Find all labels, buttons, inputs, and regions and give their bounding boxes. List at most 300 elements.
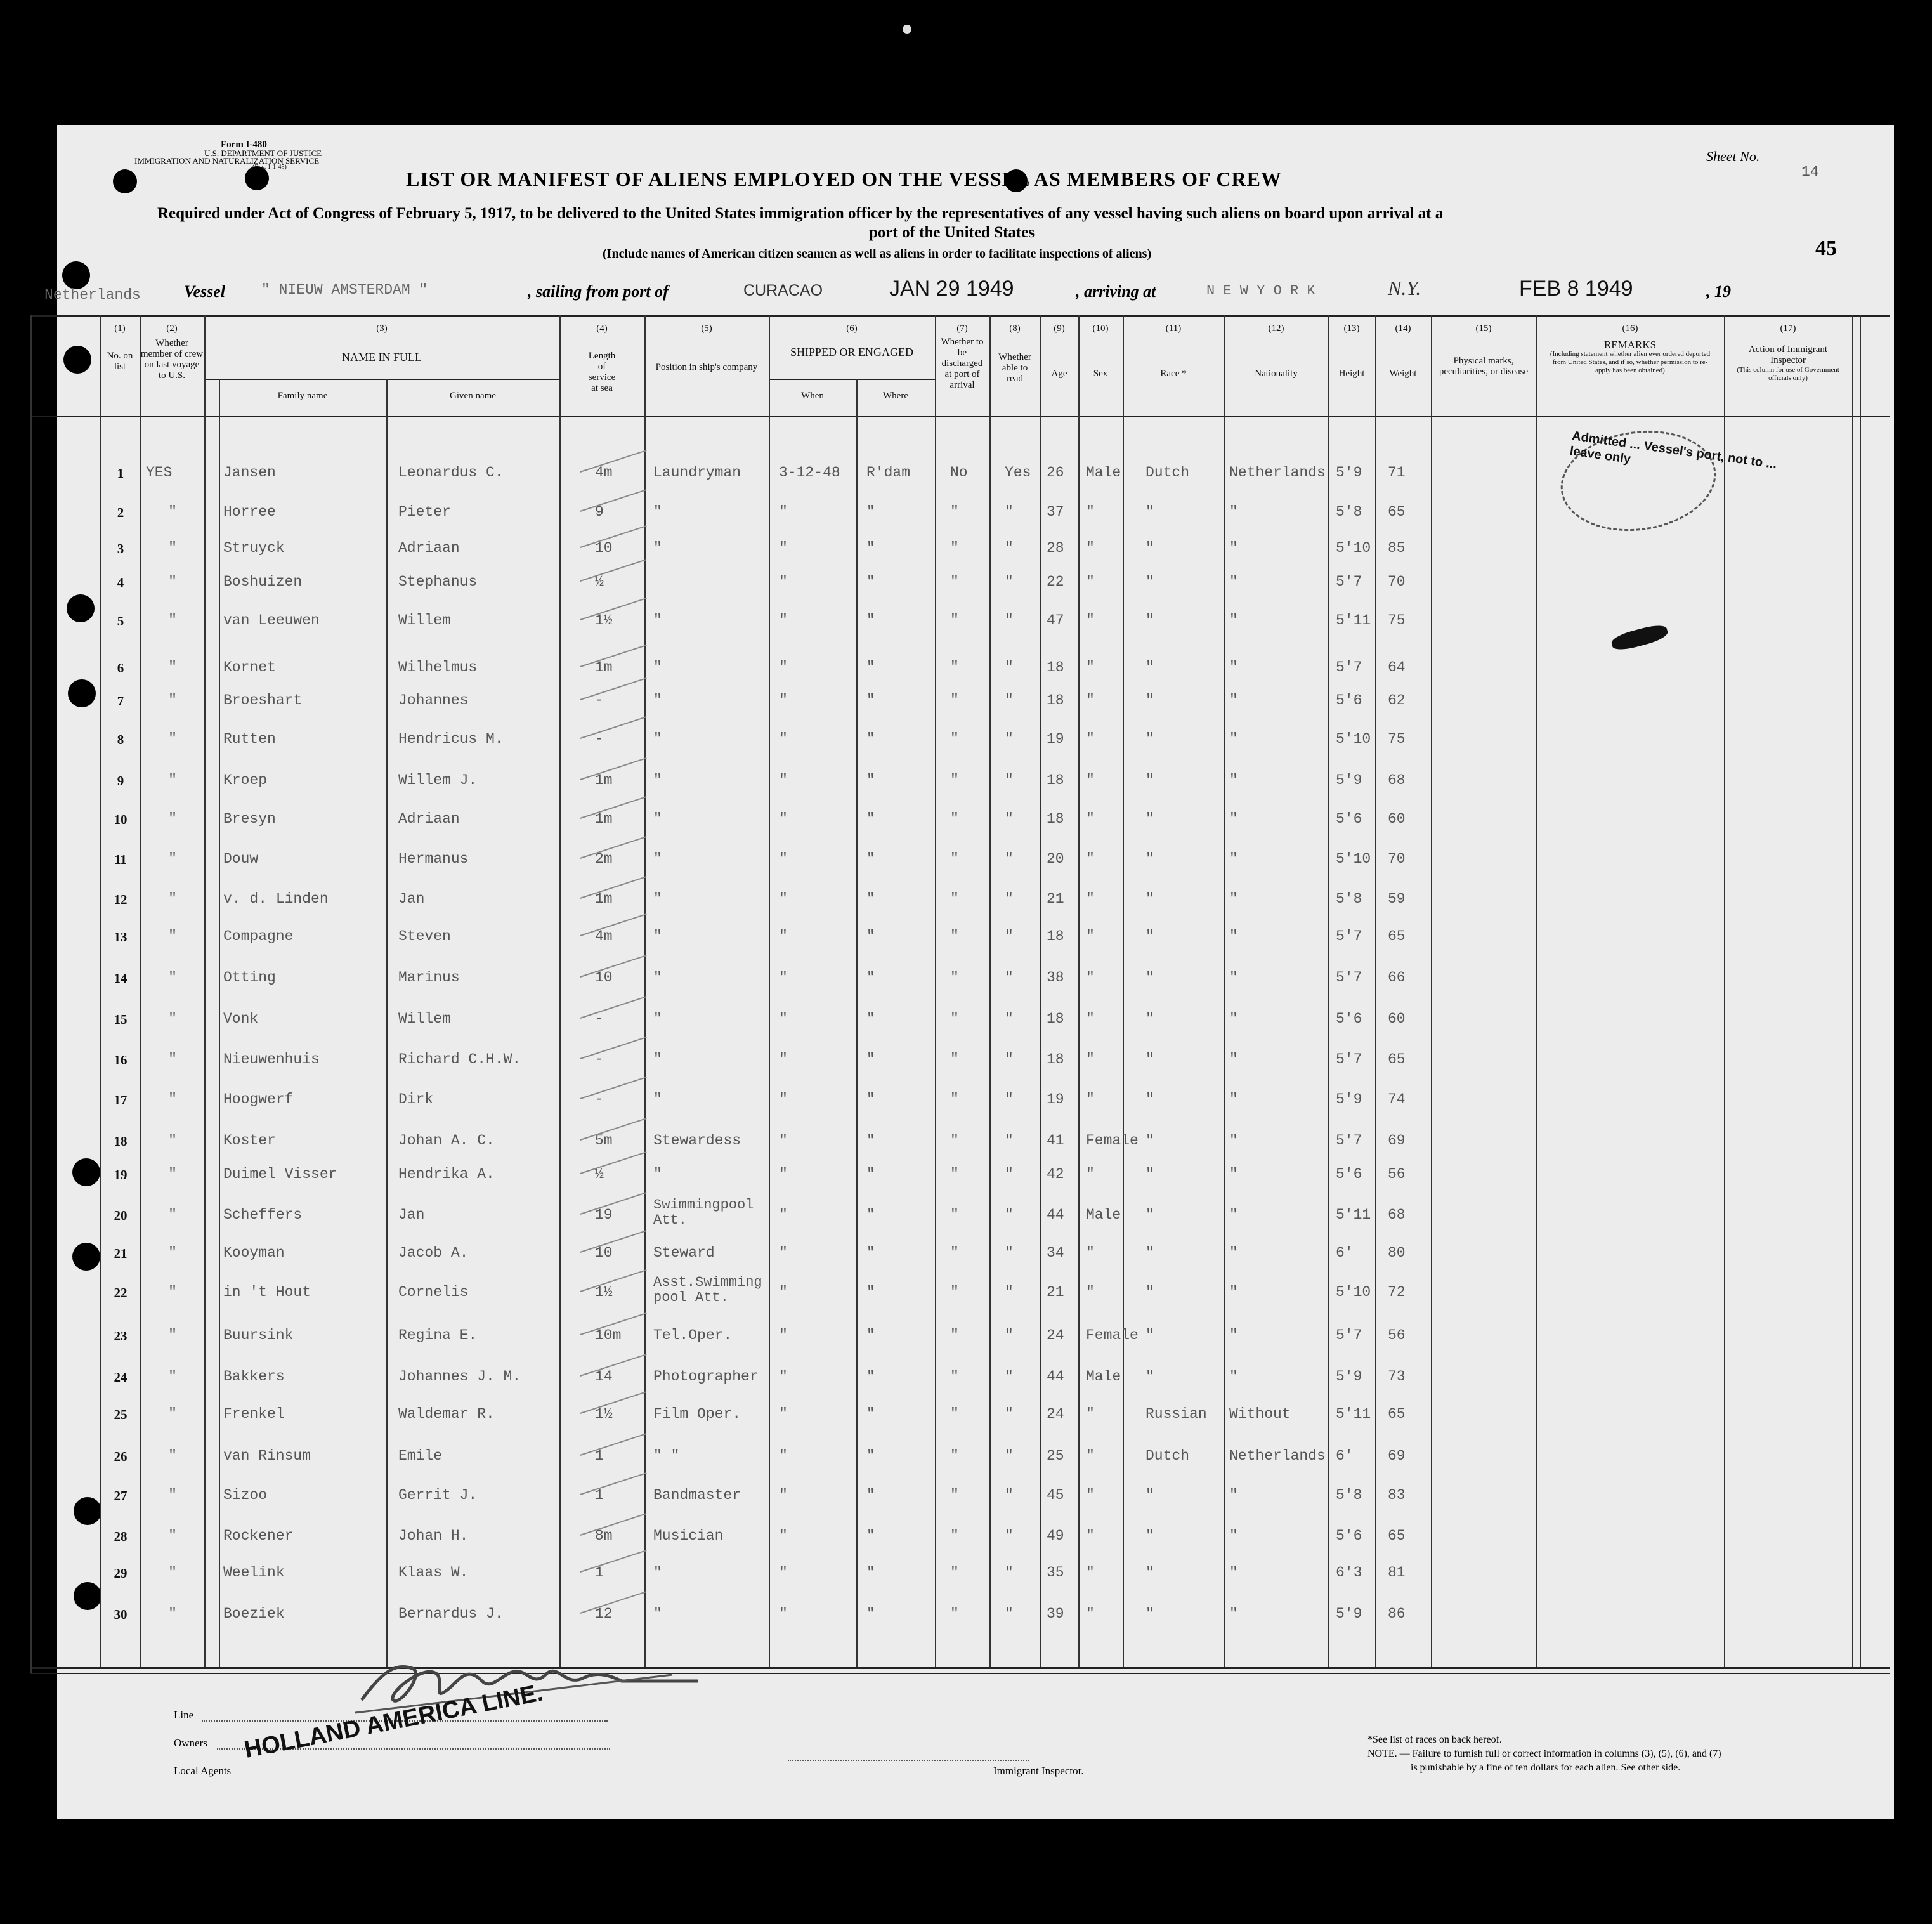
sheet-number: 14 [1801, 164, 1819, 180]
cell-age: 38 [1047, 969, 1064, 986]
cell-read: " [1005, 811, 1014, 827]
cell-weight: 65 [1388, 1051, 1406, 1068]
cell-service: 1½ [595, 1284, 613, 1300]
cell-sex: " [1086, 731, 1095, 747]
cell-when: " [779, 891, 788, 907]
inspector-label: Immigrant Inspector. [993, 1765, 1084, 1777]
cell-read: " [1005, 504, 1014, 520]
row-number: 17 [114, 1092, 127, 1108]
cell-prev: " [168, 1327, 177, 1344]
cell-sex: " [1086, 1487, 1095, 1503]
col-num: (9) [1054, 324, 1065, 334]
cell-age: 18 [1047, 772, 1064, 789]
cell-nat: Netherlands [1229, 1448, 1326, 1464]
cell-family: van Leeuwen [223, 612, 320, 629]
cell-where: " [866, 928, 875, 945]
col-rule [1852, 315, 1853, 1667]
cell-service: - [595, 1011, 604, 1027]
cell-age: 47 [1047, 612, 1064, 629]
col-num: (4) [596, 324, 608, 334]
cell-height: 5'7 [1336, 1132, 1362, 1149]
cell-service: 1 [595, 1448, 604, 1464]
cell-prev: " [168, 1166, 177, 1182]
cell-prev: " [168, 891, 177, 907]
cell-disch: " [950, 851, 959, 867]
cell-weight: 64 [1388, 659, 1406, 676]
cell-read: " [1005, 1406, 1014, 1422]
cell-where: " [866, 1132, 875, 1149]
cell-given: Hendricus M. [398, 731, 504, 747]
cell-race: Dutch [1145, 464, 1190, 481]
col-rule [1328, 315, 1329, 1667]
cell-sex: " [1086, 1528, 1095, 1544]
cell-given: Willem J. [398, 772, 478, 789]
cell-prev: YES [146, 464, 173, 481]
cell-service: 1m [595, 659, 613, 676]
cell-weight: 65 [1388, 504, 1406, 520]
arrival-handwritten: N.Y. [1388, 277, 1421, 299]
cell-age: 24 [1047, 1406, 1064, 1422]
cell-height: 5'9 [1336, 464, 1362, 481]
cell-race: " [1145, 1528, 1154, 1544]
col-label: Nationality [1255, 369, 1298, 379]
cell-when: " [779, 731, 788, 747]
cell-read: " [1005, 1284, 1014, 1300]
cell-weight: 56 [1388, 1166, 1406, 1182]
cell-race: " [1145, 1207, 1154, 1223]
cell-given: Jan [398, 891, 425, 907]
cell-disch: " [950, 731, 959, 747]
cell-race: " [1145, 1284, 1154, 1300]
cell-age: 41 [1047, 1132, 1064, 1149]
manifest-instruction: (Include names of American citizen seamen as well as aliens in order to facilitate inspections of aliens) [603, 247, 1152, 261]
cell-disch: " [950, 1368, 959, 1385]
cell-family: Duimel Visser [223, 1166, 337, 1182]
col-label: REMARKS [1603, 339, 1657, 351]
cell-when: " [779, 1011, 788, 1027]
row-number: 19 [114, 1167, 127, 1182]
cell-given: Johan H. [398, 1528, 469, 1544]
cell-nat: " [1229, 1051, 1238, 1068]
cell-when: " [779, 811, 788, 827]
cell-where: " [866, 573, 875, 590]
cell-when: " [779, 1406, 788, 1422]
cell-service: ½ [595, 1166, 604, 1182]
cell-height: 5'8 [1336, 1487, 1362, 1503]
cell-service: 1½ [595, 612, 613, 629]
row-number: 29 [114, 1566, 127, 1581]
cell-age: 19 [1047, 731, 1064, 747]
cell-position: " [653, 969, 662, 986]
cell-disch: " [950, 1284, 959, 1300]
cell-height: 5'9 [1336, 1091, 1362, 1108]
cell-position: Steward [653, 1245, 715, 1261]
cell-read: " [1005, 1368, 1014, 1385]
cell-age: 22 [1047, 573, 1064, 590]
cell-family: Boeziek [223, 1606, 285, 1622]
cell-where: " [866, 1166, 875, 1182]
cell-weight: 73 [1388, 1368, 1406, 1385]
cell-family: Frenkel [223, 1406, 285, 1422]
remarks-note: (Including statement whether alien ever ordered deported from United States, and if so, whether permission to re-apply has been obtained) [1550, 350, 1711, 374]
cell-when: " [779, 1487, 788, 1503]
cell-where: " [866, 504, 875, 520]
cell-position: Stewardess [653, 1132, 741, 1149]
cell-weight: 80 [1388, 1245, 1406, 1261]
col-rule [935, 315, 936, 1667]
cell-height: 5'11 [1336, 612, 1371, 629]
col-num: (17) [1780, 324, 1796, 334]
col-label: No. on list [107, 351, 133, 372]
punch-hole [74, 1497, 101, 1525]
cell-where: " [866, 612, 875, 629]
cell-weight: 70 [1388, 851, 1406, 867]
cell-disch: " [950, 772, 959, 789]
cell-service: 12 [595, 1606, 613, 1622]
cell-disch: " [950, 969, 959, 986]
cell-read: " [1005, 1245, 1014, 1261]
cell-race: " [1145, 969, 1154, 986]
cell-nat: " [1229, 1207, 1238, 1223]
cell-weight: 71 [1388, 464, 1406, 481]
cell-disch: No [950, 464, 968, 481]
cell-prev: " [168, 1091, 177, 1108]
punch-hole [67, 594, 95, 622]
cell-age: 19 [1047, 1091, 1064, 1108]
col-num: (16) [1622, 324, 1638, 334]
col-header-9 [1040, 324, 1078, 379]
cell-family: van Rinsum [223, 1448, 311, 1464]
cell-height: 5'7 [1336, 573, 1362, 590]
cell-disch: " [950, 1132, 959, 1149]
cell-family: v. d. Linden [223, 891, 329, 907]
col-header-10 [1078, 324, 1123, 379]
vessel-flag: Netherlands [44, 287, 141, 303]
col-header-11 [1123, 324, 1224, 379]
cell-height: 5'7 [1336, 928, 1362, 945]
cell-nat: " [1229, 573, 1238, 590]
cell-prev: " [168, 731, 177, 747]
col-num: (8) [1009, 324, 1021, 334]
cell-when: " [779, 1368, 788, 1385]
cell-given: Jan [398, 1207, 425, 1223]
cell-race: " [1145, 540, 1154, 556]
cell-age: 18 [1047, 1051, 1064, 1068]
cell-age: 18 [1047, 811, 1064, 827]
cell-sex: " [1086, 1606, 1095, 1622]
cell-age: 44 [1047, 1207, 1064, 1223]
cell-given: Wilhelmus [398, 659, 478, 676]
row-number: 15 [114, 1012, 127, 1027]
cell-disch: " [950, 692, 959, 709]
cell-sex: " [1086, 1564, 1095, 1581]
cell-prev: " [168, 1245, 177, 1261]
cell-when: " [779, 692, 788, 709]
cell-position: " [653, 1606, 662, 1622]
col-rule [219, 379, 220, 1667]
cell-given: Adriaan [398, 540, 460, 556]
cell-prev: " [168, 772, 177, 789]
cell-height: 5'10 [1336, 851, 1371, 867]
cell-when: " [779, 659, 788, 676]
cell-weight: 85 [1388, 540, 1406, 556]
row-number: 24 [114, 1370, 127, 1385]
cell-position: " [653, 731, 662, 747]
admission-stamp-text: Admitted ... Vessel's port, not to ... leave only [1569, 429, 1778, 472]
cell-race: " [1145, 772, 1154, 789]
cell-position: " [653, 928, 662, 945]
cell-family: Kroep [223, 772, 268, 789]
form-department: U.S. DEPARTMENT OF JUSTICE [204, 148, 322, 158]
cell-nat: " [1229, 1091, 1238, 1108]
cell-nat: " [1229, 1011, 1238, 1027]
cell-race: " [1145, 1051, 1154, 1068]
cell-when: 3-12-48 [779, 464, 840, 481]
cell-given: Steven [398, 928, 451, 945]
cell-family: Hoogwerf [223, 1091, 294, 1108]
cell-disch: " [950, 1406, 959, 1422]
cell-height: 5'6 [1336, 1528, 1362, 1544]
cell-race: " [1145, 1606, 1154, 1622]
col-header-1 [100, 324, 140, 372]
cell-age: 26 [1047, 464, 1064, 481]
cell-family: Sizoo [223, 1487, 268, 1503]
row-number: 10 [114, 812, 127, 827]
cell-given: Johannes J. M. [398, 1368, 521, 1385]
cell-position: " [653, 504, 662, 520]
punch-hole [68, 679, 96, 707]
cell-service: 10 [595, 969, 613, 986]
punch-hole [74, 1582, 101, 1610]
cell-sex: " [1086, 573, 1095, 590]
cell-position: Swimmingpool Att. [653, 1197, 754, 1228]
col-num: (12) [1268, 324, 1284, 334]
cell-read: " [1005, 573, 1014, 590]
cell-service: 4m [595, 928, 613, 945]
cell-prev: " [168, 928, 177, 945]
cell-prev: " [168, 1406, 177, 1422]
cell-position: " [653, 851, 662, 867]
cell-where: " [866, 969, 875, 986]
cell-nat: " [1229, 1166, 1238, 1182]
cell-read: " [1005, 1091, 1014, 1108]
col-header-12 [1224, 324, 1328, 379]
row-number: 6 [117, 660, 124, 676]
line-label: Line [174, 1709, 194, 1721]
cell-sex: " [1086, 1284, 1095, 1300]
cell-read: " [1005, 612, 1014, 629]
cell-family: in 't Hout [223, 1284, 311, 1300]
cell-disch: " [950, 1327, 959, 1344]
cell-weight: 60 [1388, 811, 1406, 827]
cell-sex: Female [1086, 1327, 1139, 1344]
cell-read: " [1005, 928, 1014, 945]
cell-where: " [866, 1245, 875, 1261]
cell-race: Dutch [1145, 1448, 1190, 1464]
cell-sex: " [1086, 772, 1095, 789]
cell-family: Douw [223, 851, 259, 867]
cell-race: " [1145, 504, 1154, 520]
cell-position: Photographer [653, 1368, 759, 1385]
cell-height: 5'10 [1336, 731, 1371, 747]
cell-height: 5'6 [1336, 811, 1362, 827]
cell-weight: 70 [1388, 573, 1406, 590]
cell-weight: 81 [1388, 1564, 1406, 1581]
cell-disch: " [950, 811, 959, 827]
cell-disch: " [950, 1606, 959, 1622]
punch-hole [113, 169, 137, 193]
cell-race: " [1145, 1327, 1154, 1344]
cell-age: 37 [1047, 504, 1064, 520]
col-header-4 [559, 324, 644, 394]
col-label: NAME IN FULL [342, 351, 422, 363]
cell-prev: " [168, 969, 177, 986]
row-number: 30 [114, 1607, 127, 1622]
cell-weight: 65 [1388, 1528, 1406, 1544]
cell-prev: " [168, 1564, 177, 1581]
cell-nat: " [1229, 659, 1238, 676]
cell-read: " [1005, 1528, 1014, 1544]
cell-read: " [1005, 891, 1014, 907]
col-rule [1224, 315, 1225, 1667]
cell-age: 18 [1047, 1011, 1064, 1027]
row-number: 18 [114, 1134, 127, 1149]
cell-weight: 69 [1388, 1448, 1406, 1464]
cell-family: Rockener [223, 1528, 294, 1544]
cell-nat: " [1229, 969, 1238, 986]
cell-service: 2m [595, 851, 613, 867]
cell-when: " [779, 1166, 788, 1182]
cell-family: Horree [223, 504, 276, 520]
cell-weight: 86 [1388, 1606, 1406, 1622]
col-label: Physical marks, peculiarities, or disease [1439, 356, 1529, 377]
cell-read: " [1005, 1564, 1014, 1581]
col-label: Action of Immigrant Inspector [1748, 344, 1828, 365]
cell-service: - [595, 692, 604, 709]
cell-height: 5'7 [1336, 969, 1362, 986]
row-number: 21 [114, 1246, 127, 1261]
cell-service: 1½ [595, 1406, 613, 1422]
col-label: Whether member of crew on last voyage to U.S. [140, 338, 204, 381]
cell-read: " [1005, 659, 1014, 676]
cell-service: 10m [595, 1327, 622, 1344]
col-label: Age [1051, 369, 1067, 379]
row-number: 9 [117, 773, 124, 789]
sheet-label: Sheet No. [1706, 148, 1760, 164]
cell-prev: " [168, 1051, 177, 1068]
punch-hole [72, 1243, 100, 1271]
col-label: Position in ship's company [655, 362, 758, 372]
cell-when: " [779, 1284, 788, 1300]
cell-sex: " [1086, 969, 1095, 986]
cell-nat: " [1229, 612, 1238, 629]
manifest-subtitle-2: port of the United States [869, 224, 1035, 241]
cell-given: Waldemar R. [398, 1406, 495, 1422]
col-header-2 [140, 324, 204, 381]
cell-sex: " [1086, 1245, 1095, 1261]
manifest-subtitle: Required under Act of Congress of February 5, 1917, to be delivered to the United States immigration officer by the representatives of any vessel having such aliens on board upon arrival at a [157, 205, 1444, 222]
cell-age: 21 [1047, 1284, 1064, 1300]
cell-when: " [779, 928, 788, 945]
cell-sex: " [1086, 1166, 1095, 1182]
cell-prev: " [168, 851, 177, 867]
cell-weight: 75 [1388, 731, 1406, 747]
vessel-label: Vessel [184, 282, 225, 301]
cell-where: " [866, 811, 875, 827]
cell-when: " [779, 573, 788, 590]
cell-position: " [653, 1166, 662, 1182]
cell-weight: 72 [1388, 1284, 1406, 1300]
cell-weight: 75 [1388, 612, 1406, 629]
cell-age: 28 [1047, 540, 1064, 556]
col-num: (6) [846, 324, 858, 334]
cell-sex: Male [1086, 1207, 1121, 1223]
cell-where: " [866, 1528, 875, 1544]
cell-sex: " [1086, 540, 1095, 556]
cell-prev: " [168, 1448, 177, 1464]
cell-nat: " [1229, 1245, 1238, 1261]
cell-given: Bernardus J. [398, 1606, 504, 1622]
vessel-name: " NIEUW AMSTERDAM " [261, 282, 428, 298]
cell-read: " [1005, 851, 1014, 867]
cell-race: " [1145, 928, 1154, 945]
cell-sex: " [1086, 811, 1095, 827]
cell-weight: 68 [1388, 1207, 1406, 1223]
cell-nat: " [1229, 772, 1238, 789]
cell-position: " [653, 811, 662, 827]
cell-nat: Netherlands [1229, 464, 1326, 481]
cell-weight: 60 [1388, 1011, 1406, 1027]
col-header-5 [644, 324, 769, 373]
col-rule [1375, 315, 1376, 1667]
cell-service: 1m [595, 811, 613, 827]
cell-nat: " [1229, 1528, 1238, 1544]
inspector-underline [788, 1760, 1029, 1761]
cell-prev: " [168, 811, 177, 827]
cell-when: " [779, 540, 788, 556]
cell-age: 18 [1047, 692, 1064, 709]
manifest-title: LIST OR MANIFEST OF ALIENS EMPLOYED ON THE VESSEL AS MEMBERS OF CREW [406, 167, 1282, 190]
cell-given: Gerrit J. [398, 1487, 478, 1503]
col-rule [1724, 315, 1725, 1667]
cell-nat: " [1229, 891, 1238, 907]
cell-age: 49 [1047, 1528, 1064, 1544]
cell-when: " [779, 1327, 788, 1344]
cell-where: " [866, 1564, 875, 1581]
cell-service: 9 [595, 504, 604, 520]
cell-age: 35 [1047, 1564, 1064, 1581]
cell-nat: " [1229, 851, 1238, 867]
cell-disch: " [950, 1245, 959, 1261]
row-number: 28 [114, 1529, 127, 1544]
cell-prev: " [168, 1284, 177, 1300]
col-rule [204, 315, 206, 1667]
cell-where: " [866, 772, 875, 789]
col-num: (14) [1395, 324, 1411, 334]
col-rule [769, 315, 770, 1667]
cell-when: " [779, 1564, 788, 1581]
cell-height: 5'8 [1336, 504, 1362, 520]
cell-when: " [779, 1132, 788, 1149]
cell-disch: " [950, 573, 959, 590]
form-revision: (Rev. 1-1-45) [252, 164, 287, 171]
cell-family: Boshuizen [223, 573, 303, 590]
arriving-label: , arriving at [1076, 282, 1156, 301]
cell-family: Kooyman [223, 1245, 285, 1261]
cell-given: Cornelis [398, 1284, 469, 1300]
cell-nat: " [1229, 928, 1238, 945]
cell-service: 19 [595, 1207, 613, 1223]
